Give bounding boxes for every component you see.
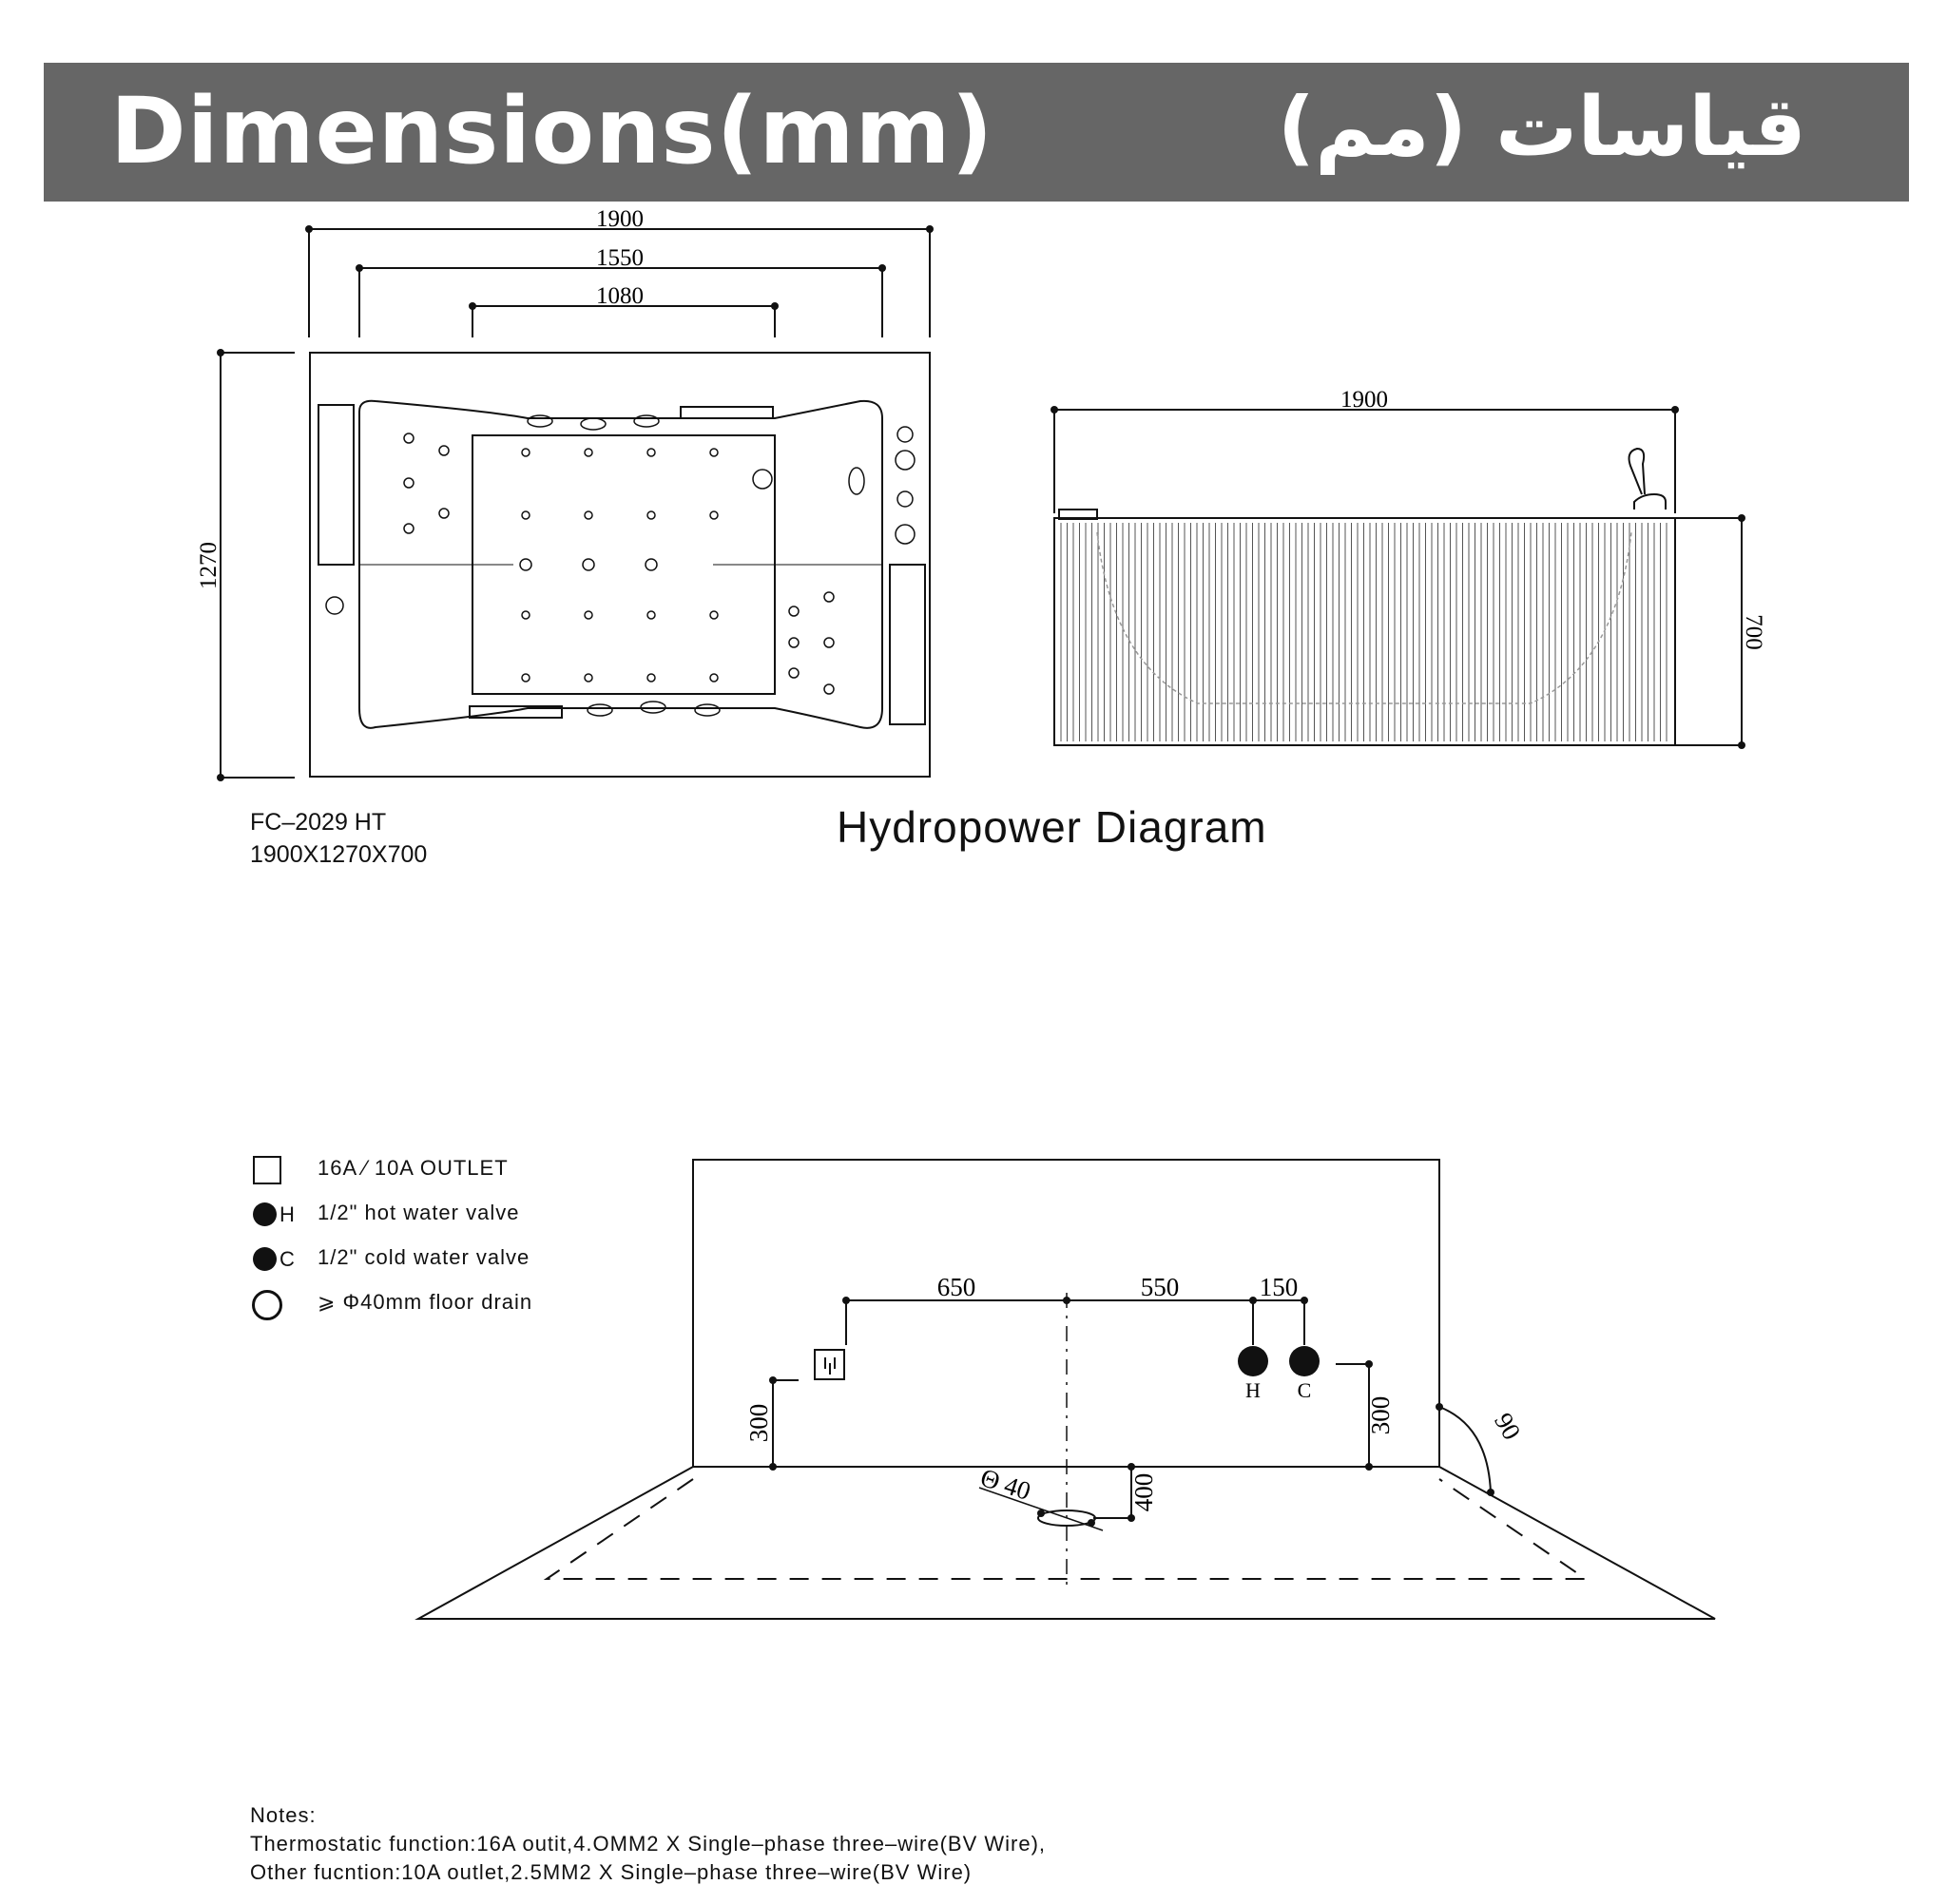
side-dim-label-700: 700 bbox=[1741, 614, 1766, 650]
outlet-icon bbox=[253, 1156, 281, 1184]
dim-label-angle-90: 90 bbox=[1489, 1408, 1527, 1445]
dim-label-650: 650 bbox=[936, 1273, 976, 1301]
legend-letter: C bbox=[280, 1247, 295, 1271]
cold-valve-icon bbox=[253, 1247, 277, 1271]
dim-label-valve-300: 300 bbox=[1366, 1395, 1395, 1435]
cold-valve-label: C bbox=[1297, 1378, 1312, 1402]
dim-label-outlet-300: 300 bbox=[744, 1403, 773, 1443]
dim-label-550: 550 bbox=[1140, 1273, 1180, 1301]
dim-label-1270: 1270 bbox=[196, 542, 222, 589]
model-size: 1900X1270X700 bbox=[250, 841, 428, 868]
notes-heading: Notes: bbox=[250, 1803, 317, 1827]
dim-label-1080: 1080 bbox=[596, 283, 644, 309]
model-info bbox=[250, 806, 427, 871]
notes-line-2: Other fucntion:10A outlet,2.5MM2 X Single–phase three–wire(BV Wire) bbox=[250, 1860, 973, 1884]
dim-label-1900: 1900 bbox=[596, 206, 644, 232]
model-code: FC–2029 HT bbox=[250, 809, 387, 836]
legend-letter: H bbox=[280, 1202, 295, 1226]
side-hand-shower bbox=[1634, 494, 1666, 510]
dim-label-1550: 1550 bbox=[596, 245, 644, 271]
headrest-right bbox=[890, 565, 925, 724]
notes-line-1: Thermostatic function:16A outit,4.OMM2 X Single–phase three–wire(BV Wire), bbox=[250, 1832, 1047, 1856]
hot-valve-icon bbox=[253, 1202, 277, 1226]
title-arabic: قياسات (مم) bbox=[1277, 80, 1806, 175]
angle-arc bbox=[1439, 1407, 1491, 1492]
dim-label-150: 150 bbox=[1259, 1273, 1299, 1301]
hydropower-title: Hydropower Diagram bbox=[837, 802, 1267, 852]
legend-text: 16A ⁄ 10A OUTLET bbox=[318, 1156, 509, 1180]
cold-valve bbox=[1289, 1346, 1320, 1376]
grab-handle-top bbox=[681, 407, 773, 418]
hot-valve-label: H bbox=[1245, 1378, 1261, 1402]
floor-drain-icon bbox=[252, 1290, 282, 1320]
notes bbox=[250, 1801, 1046, 1887]
wall-outline bbox=[693, 1160, 1439, 1467]
dim-label-drain-diameter: Θ 40 bbox=[976, 1462, 1034, 1506]
legend-text: ⩾ Φ40mm floor drain bbox=[318, 1290, 533, 1314]
title-english: Dimensions(mm) bbox=[110, 78, 994, 184]
hot-valve bbox=[1238, 1346, 1268, 1376]
headrest-left bbox=[318, 405, 354, 565]
legend-text: 1/2" hot water valve bbox=[318, 1201, 520, 1224]
side-dim-label-1900: 1900 bbox=[1340, 387, 1388, 413]
dim-label-drain-400: 400 bbox=[1129, 1472, 1158, 1512]
floor-outline bbox=[418, 1467, 1715, 1619]
legend-text: 1/2" cold water valve bbox=[318, 1245, 530, 1269]
